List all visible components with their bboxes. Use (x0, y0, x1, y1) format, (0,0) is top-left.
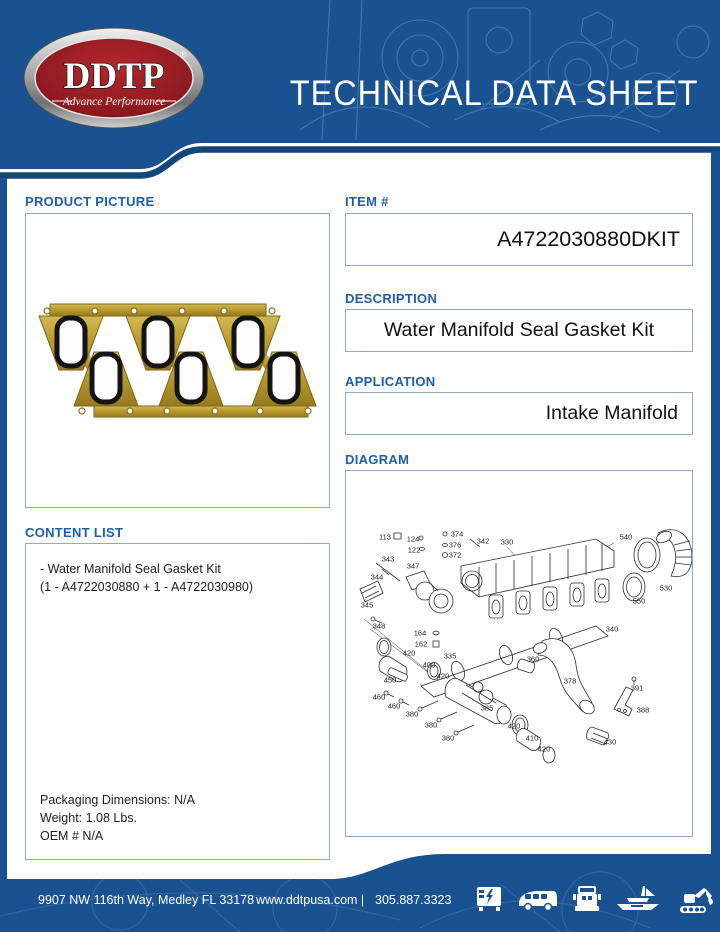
diagram-part-number: 162 (414, 639, 428, 649)
right-edge-stripe (711, 151, 720, 932)
yacht-icon (615, 882, 661, 916)
header-swoosh (0, 130, 720, 182)
item-number-label: ITEM # (345, 194, 389, 209)
diagram-box (345, 470, 693, 837)
oem-number: OEM # N/A (40, 828, 104, 843)
diagram-part-number: 550 (632, 596, 646, 606)
content-list-box (25, 543, 330, 860)
header (0, 0, 720, 182)
diagram-part-number: 344 (370, 572, 384, 582)
diagram-part-number: 380 (424, 720, 438, 730)
diagram-part-number: 420 (507, 721, 521, 731)
diagram-part-number: 378 (563, 676, 577, 686)
diagram-part-number: 340 (605, 624, 619, 634)
diagram-part-number: 348 (372, 621, 386, 631)
diagram-part-number: 113 (379, 532, 391, 542)
vehicle-icons (474, 882, 716, 916)
excavator-icon (672, 882, 716, 916)
diagram-part-number: 388 (636, 705, 650, 715)
diagram-part-number: 360 (526, 654, 540, 664)
diagram-part-number: 391 (630, 683, 644, 693)
item-number-value: A4722030880DKIT (497, 227, 680, 251)
diagram-part-number: 380 (441, 733, 455, 743)
diagram-part-number: 347 (406, 561, 420, 571)
diagram-part-number: 345 (360, 600, 374, 610)
product-gasket-image (26, 214, 329, 507)
footer-address: 9907 NW 116th Way, Medley FL 33178 (38, 893, 255, 907)
description-label: DESCRIPTION (345, 291, 438, 306)
item-number-box (345, 213, 693, 266)
page-title: TECHNICAL DATA SHEET (289, 74, 698, 113)
footer-phone: 305.887.3323 (375, 893, 452, 907)
diagram-part-number: 335 (443, 651, 457, 661)
diagram-part-number: 430 (603, 737, 617, 747)
diagram-part-number: 122 (407, 545, 421, 555)
logo-wordmark: DDTP (63, 56, 165, 97)
diagram-part-number: 380 (405, 709, 419, 719)
diagram-part-number: 330 (500, 537, 514, 547)
content-line: (1 - A4722030880 + 1 - A4722030980) (40, 580, 254, 595)
diagram-part-number: 460 (372, 692, 386, 702)
diagram-part-number: 420 (436, 671, 450, 681)
logo-reg-mark: ® (180, 50, 187, 60)
diagram-part-number: 410 (525, 733, 539, 743)
diagram-part-number: 540 (619, 532, 633, 542)
diagram-part-number: 164 (413, 628, 427, 638)
diagram-part-number: 400 (422, 660, 436, 670)
description-box (345, 309, 693, 352)
diagram-part-number: 530 (659, 583, 673, 593)
diagram-part-number: 460 (387, 701, 401, 711)
left-edge-stripe (0, 178, 7, 932)
content-line: - Water Manifold Seal Gasket Kit (40, 562, 221, 576)
ddtp-logo (20, 24, 208, 137)
diagram-part-number: 374 (450, 529, 464, 539)
content-list-label: CONTENT LIST (25, 525, 124, 540)
product-picture-box (25, 213, 330, 508)
product-picture-label: PRODUCT PICTURE (25, 194, 155, 209)
diagram-part-number: 420 (537, 744, 551, 754)
diagram-part-number: 342 (476, 536, 490, 546)
diagram-part-number: 343 (381, 554, 395, 564)
truck-icon (570, 882, 604, 916)
application-value: Intake Manifold (545, 402, 678, 424)
footer-website: www.ddtpusa.com | (256, 893, 365, 907)
application-label: APPLICATION (345, 374, 436, 389)
diagram-part-number: 385 (480, 703, 494, 713)
diagram-part-number: 372 (448, 550, 462, 560)
diagram-part-number: 376 (448, 540, 462, 550)
diagram-part-number: 124 (406, 534, 420, 544)
bus-icon (517, 882, 559, 916)
diagram-part-number: 420 (402, 648, 416, 658)
packaging-dimensions: Packaging Dimensions: N/A (40, 792, 195, 807)
logo-tagline: Advance Performance (62, 96, 166, 108)
diagram-part-number: 450 (383, 675, 397, 685)
weight: Weight: 1.08 Lbs. (40, 810, 138, 825)
description-value: Water Manifold Seal Gasket Kit (383, 319, 655, 341)
generator-icon (474, 882, 506, 916)
exploded-diagram-artwork (346, 471, 692, 836)
diagram-label: DIAGRAM (345, 452, 410, 467)
application-box (345, 392, 693, 435)
